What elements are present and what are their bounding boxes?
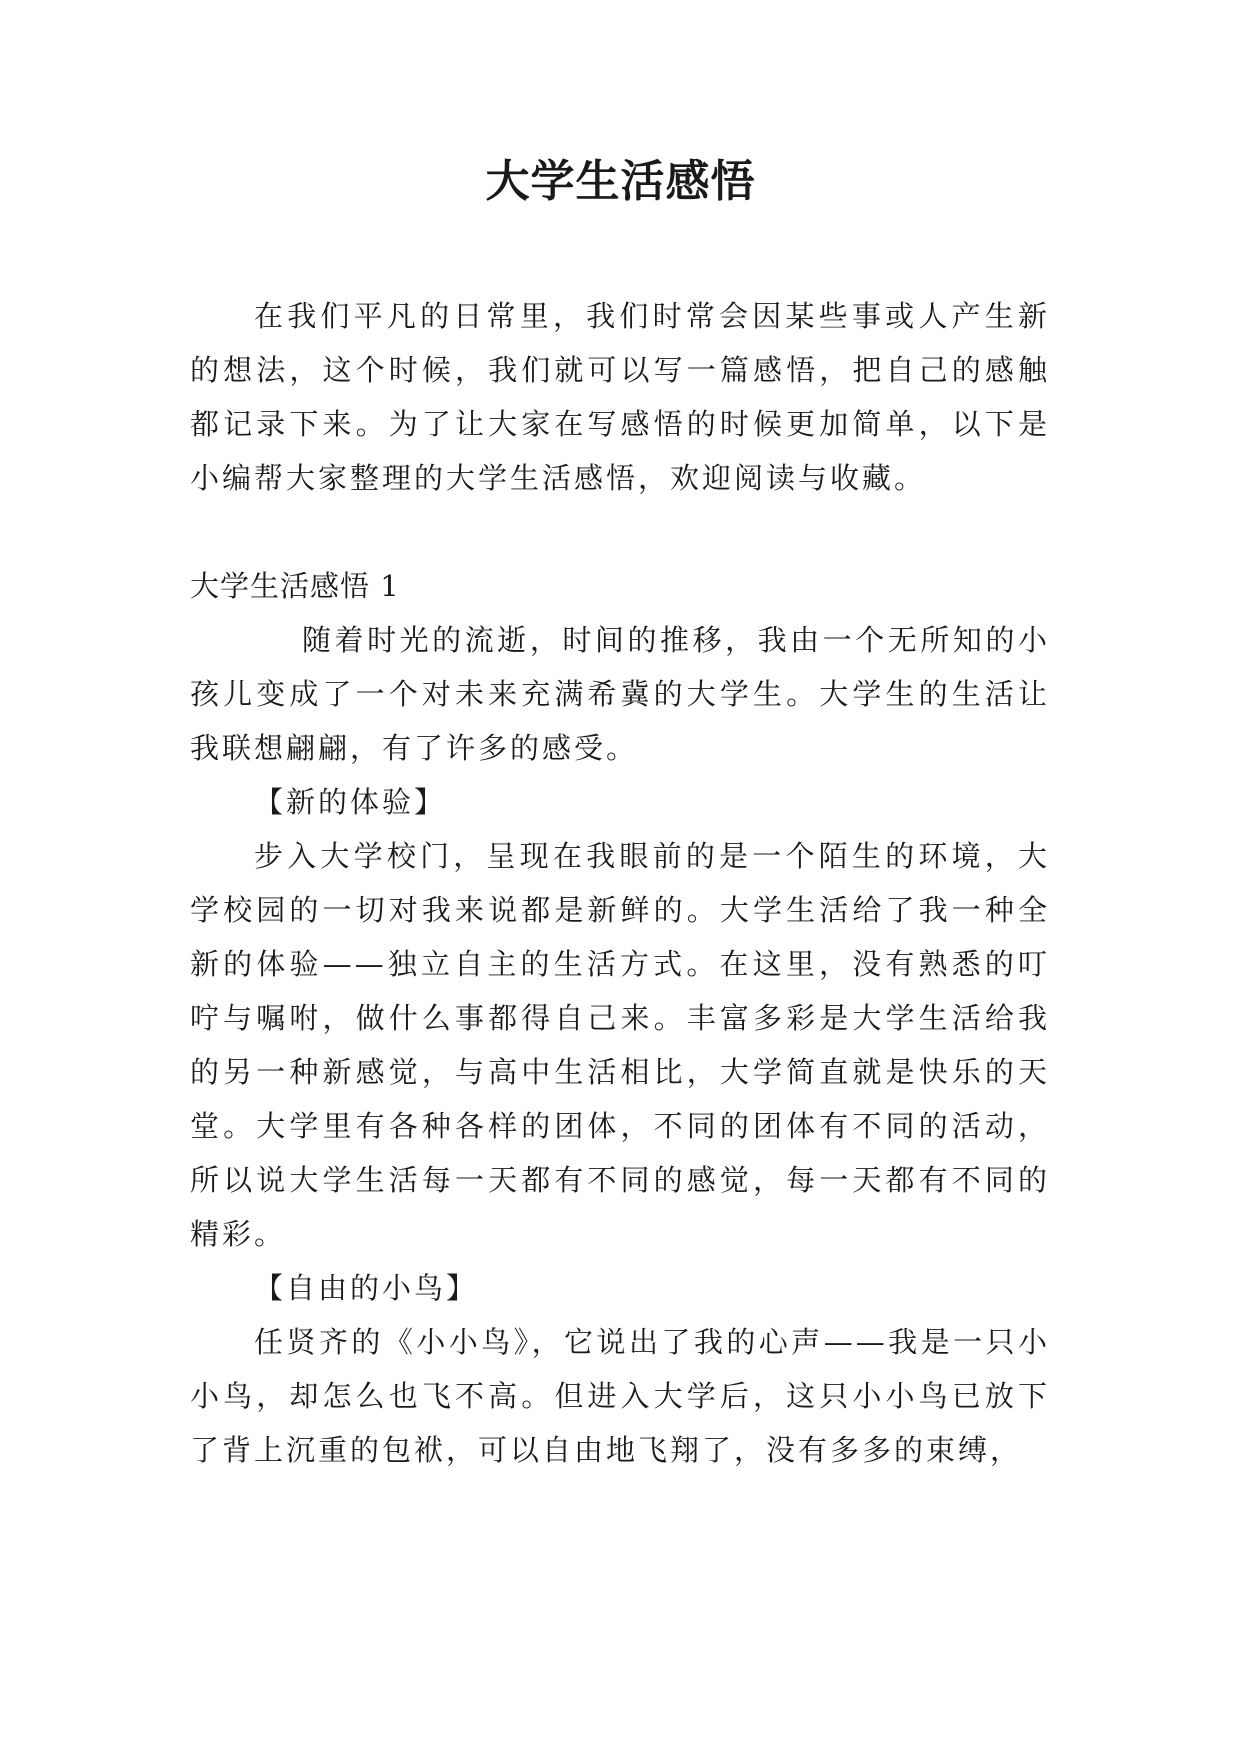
section-paragraph: 步入大学校门，呈现在我眼前的是一个陌生的环境，大学校园的一切对我来说都是新鲜的。大学生活给了我一种全新的体验——独立自主的生活方式。在这里，没有熟悉的叮咛与嘱咐，做什么事都得自己来。丰富多彩是大学生活给我的另一种新感觉，与高中生活相比，大学简直就是快乐的天堂。大学里有各种各样的团体，不同的团体有不同的活动，所以说大学生活每一天都有不同的感觉，每一天都有不同的精彩。 [190, 839, 1050, 1251]
section-title: 大学生活感悟 1 [190, 569, 400, 603]
document-title: 大学生活感悟 [485, 156, 756, 207]
intro-paragraph: 在我们平凡的日常里，我们时常会因某些事或人产生新的想法，这个时候，我们就可以写一篇感悟，把自己的感触都记录下来。为了让大家在写感悟的时候更加简单，以下是小编帮大家整理的大学生活感悟，欢迎阅读与收藏。 [190, 299, 1050, 495]
section-paragraph: 任贤齐的《小小鸟》，它说出了我的心声——我是一只小小鸟，却怎么也飞不高。但进入大学后，这只小小鸟已放下了背上沉重的包袱，可以自由地飞翔了，没有多多的束缚， [190, 1325, 1050, 1467]
section-paragraph: 随着时光的流逝，时间的推移，我由一个无所知的小孩儿变成了一个对未来充满希冀的大学生。大学生的生活让我联想翩翩，有了许多的感受。 [190, 623, 1050, 765]
document-body [190, 289, 1050, 1477]
subheading-new-experience: 【新的体验】 [254, 785, 447, 819]
subheading-free-bird: 【自由的小鸟】 [254, 1271, 479, 1305]
